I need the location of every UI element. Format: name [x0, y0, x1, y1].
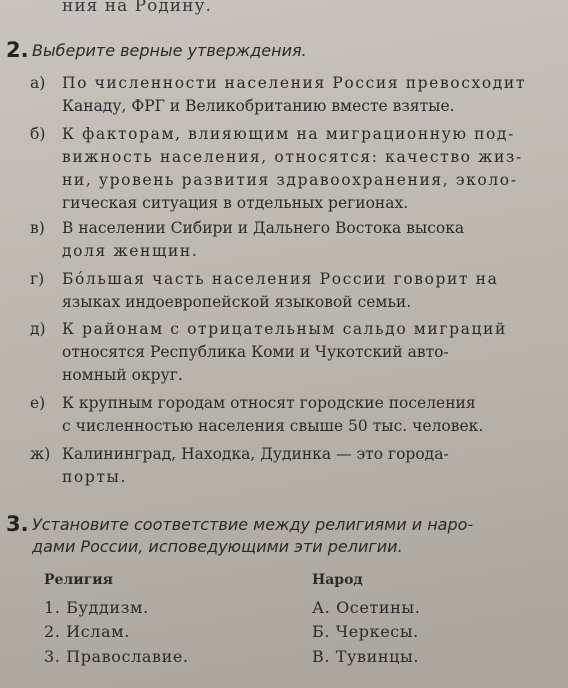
people-item: А. Осетины. [312, 598, 421, 617]
statement-line: порты. [62, 468, 128, 486]
task-3-title-line: дами России, исповедующими эти религии. [32, 537, 403, 556]
task-2-title: Выберите верные утверждения. [32, 41, 307, 60]
statement-line: Бóльшая часть населения России говорит на [62, 270, 499, 288]
statement-line: По численности населения Россия превосходит [62, 74, 527, 92]
religion-item: 2. Ислам. [44, 622, 130, 641]
people-column-header: Народ [312, 572, 363, 588]
task-3-title-line: Установите соответствие между религиями и наро- [32, 515, 474, 534]
statement-line: К районам с отрицательным сальдо миграций [62, 320, 507, 338]
statement-e [30, 392, 560, 438]
statement-line: вижность населения, относятся: качество жиз- [62, 148, 523, 166]
previous-task-fragment: ния на Родину. [62, 0, 212, 16]
statement-letter: д) [30, 320, 46, 338]
statement-d [30, 318, 560, 387]
statement-line: относятся Республика Коми и Чукотский авто- [62, 343, 449, 361]
people-item: Б. Черкесы. [312, 622, 419, 641]
statement-line: ни, уровень развития здравоохранения, эколо- [62, 171, 518, 189]
statement-line: номный округ. [62, 366, 183, 384]
statement-line: Канаду, ФРГ и Великобританию вместе взятые. [62, 97, 455, 115]
statement-line: с численностью населения свыше 50 тыс. человек. [62, 417, 484, 435]
statement-line: гическая ситуация в отдельных регионах. [62, 194, 409, 212]
statement-letter: в) [30, 219, 45, 237]
statement-b [30, 123, 560, 215]
statement-letter: б) [30, 125, 46, 143]
people-item: В. Тувинцы. [312, 647, 420, 666]
statement-zh [30, 443, 560, 489]
statement-line: Калининград, Находка, Дудинка — это города- [62, 445, 449, 463]
statement-v [30, 217, 560, 263]
statement-letter: е) [30, 394, 46, 412]
statement-a [30, 72, 560, 118]
statement-g [30, 268, 560, 314]
statement-letter: а) [30, 74, 46, 92]
statement-letter: г) [30, 270, 45, 288]
statement-line: В населении Сибири и Дальнего Востока высока [62, 219, 465, 237]
statement-letter: ж) [30, 445, 51, 463]
statement-line: К крупным городам относят городские поселения [62, 394, 476, 412]
religion-item: 3. Православие. [44, 647, 189, 666]
statement-line: К факторам, влияющим на миграционную под- [62, 125, 515, 143]
task-3-number: 3. [6, 512, 29, 536]
task-2-number: 2. [6, 38, 29, 62]
religion-item: 1. Буддизм. [44, 598, 149, 617]
statement-line: языках индоевропейской языковой семьи. [62, 293, 412, 311]
statement-line: доля женщин. [62, 242, 199, 260]
task-3-title [32, 514, 562, 558]
religion-column-header: Религия [44, 572, 113, 588]
